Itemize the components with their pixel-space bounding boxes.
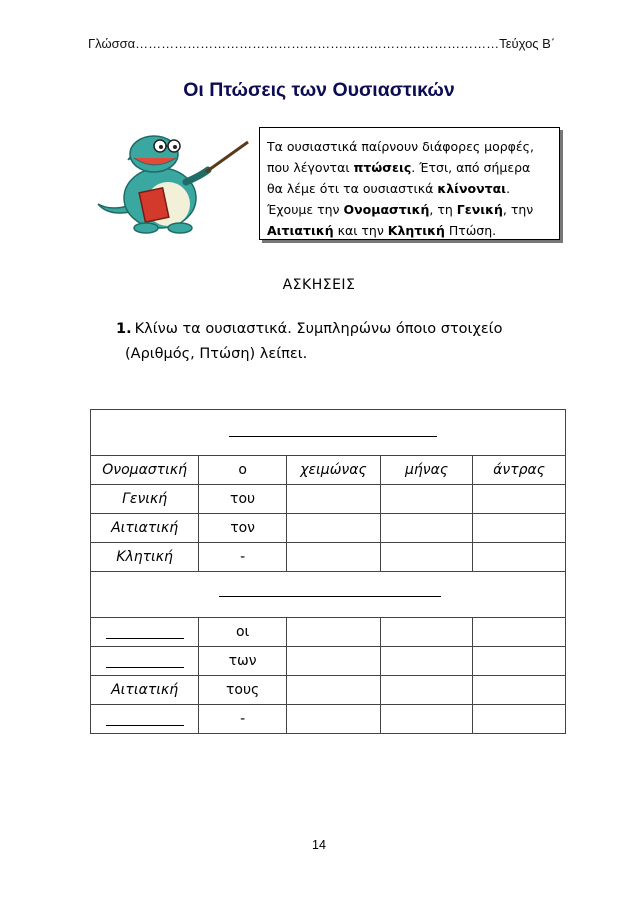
table-row <box>91 456 566 485</box>
article-cell: τους <box>199 676 287 705</box>
article-cell: ο <box>199 456 287 485</box>
page-number: 14 <box>312 838 326 852</box>
table-row <box>91 676 566 705</box>
case-cell: Αιτιατική <box>91 676 199 705</box>
dinosaur-teacher-illustration <box>90 120 250 240</box>
noun-cell: άντρας <box>473 456 566 485</box>
article-cell: τον <box>199 514 287 543</box>
plural-number-blank[interactable] <box>91 572 566 618</box>
answer-cell[interactable] <box>380 485 472 514</box>
article-cell: - <box>199 543 287 572</box>
answer-cell[interactable] <box>473 543 566 572</box>
answer-cell[interactable] <box>380 705 472 734</box>
term-klinontai: κλίνονται <box>437 181 507 196</box>
definition-line-2: που λέγονται πτώσεις. Έτσι, από σήμερα <box>267 160 531 175</box>
answer-cell[interactable] <box>473 705 566 734</box>
case-cell: Γενική <box>91 485 199 514</box>
table-row <box>91 647 566 676</box>
table-row <box>91 485 566 514</box>
exercise-instructions <box>116 317 502 367</box>
answer-cell[interactable] <box>380 676 472 705</box>
case-cell: Ονομαστική <box>91 456 199 485</box>
answer-cell[interactable] <box>380 647 472 676</box>
declension-table <box>90 409 566 734</box>
answer-cell[interactable] <box>287 543 381 572</box>
answer-cell[interactable] <box>473 676 566 705</box>
singular-number-blank[interactable] <box>91 410 566 456</box>
answer-cell[interactable] <box>380 514 472 543</box>
noun-cell: χειμώνας <box>287 456 381 485</box>
definition-line-4: Έχουμε την Ονομαστική, τη Γενική, την <box>267 202 534 217</box>
term-geniki: Γενική <box>456 202 503 217</box>
answer-cell[interactable] <box>287 676 381 705</box>
answer-cell[interactable] <box>473 618 566 647</box>
case-fill-line[interactable] <box>106 622 184 639</box>
table-row <box>91 618 566 647</box>
answer-cell[interactable] <box>287 705 381 734</box>
noun-cell: μήνας <box>380 456 472 485</box>
answer-cell[interactable] <box>287 514 381 543</box>
table-row <box>91 514 566 543</box>
page-title: Οι Πτώσεις των Ουσιαστικών <box>183 79 455 101</box>
answer-cell[interactable] <box>380 618 472 647</box>
term-onomastiki: Ονομαστική <box>343 202 430 217</box>
article-cell: - <box>199 705 287 734</box>
article-cell: των <box>199 647 287 676</box>
exercise-line-1: Κλίνω τα ουσιαστικά. Συμπληρώνω όποιο στοιχείο <box>134 321 503 337</box>
answer-cell[interactable] <box>287 618 381 647</box>
plural-header-row <box>91 572 566 618</box>
term-aitiatiki: Αιτιατική <box>267 223 334 238</box>
article-cell: του <box>199 485 287 514</box>
term-klitiki: Κλητική <box>387 223 445 238</box>
singular-header-row <box>91 410 566 456</box>
number-fill-line[interactable] <box>229 436 437 437</box>
term-ptoseis: πτώσεις <box>353 160 412 175</box>
exercise-number: 1. <box>116 321 132 337</box>
answer-cell[interactable] <box>380 543 472 572</box>
definition-line-5: Αιτιατική και την Κλητική Πτώση. <box>267 223 497 238</box>
case-fill-line[interactable] <box>106 709 184 726</box>
table-row <box>91 543 566 572</box>
answer-cell[interactable] <box>473 485 566 514</box>
table-row <box>91 705 566 734</box>
case-blank-cell[interactable] <box>91 647 199 676</box>
definition-line-3: θα λέμε ότι τα ουσιαστικά κλίνονται. <box>267 181 511 196</box>
article-cell: οι <box>199 618 287 647</box>
definition-line-1: Τα ουσιαστικά παίρνουν διάφορες μορφές, <box>267 139 534 154</box>
exercise-line-2: (Αριθμός, Πτώση) λείπει. <box>125 346 308 362</box>
case-cell: Αιτιατική <box>91 514 199 543</box>
answer-cell[interactable] <box>473 647 566 676</box>
definition-box <box>259 127 560 240</box>
case-blank-cell[interactable] <box>91 705 199 734</box>
answer-cell[interactable] <box>473 514 566 543</box>
case-blank-cell[interactable] <box>91 618 199 647</box>
page-header: Γλώσσα…………………………………………………………………………Τεύχος Β΄ <box>88 36 556 51</box>
number-fill-line[interactable] <box>219 596 441 597</box>
case-fill-line[interactable] <box>106 651 184 668</box>
answer-cell[interactable] <box>287 647 381 676</box>
section-heading: ΑΣΚΗΣΕΙΣ <box>282 277 356 293</box>
answer-cell[interactable] <box>287 485 381 514</box>
case-cell: Κλητική <box>91 543 199 572</box>
